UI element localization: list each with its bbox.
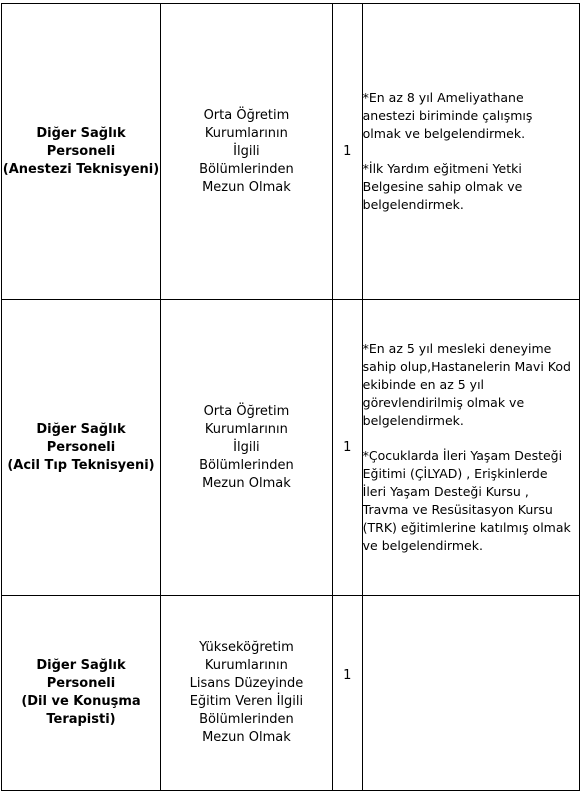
- table-row: [2, 300, 580, 596]
- education-line: Bölümlerinden: [199, 457, 294, 473]
- education-cell: [160, 596, 332, 791]
- table-row: [2, 596, 580, 791]
- position-line: (Acil Tıp Teknisyeni): [7, 457, 155, 473]
- count-cell: [332, 4, 362, 300]
- condition-text: *Çocuklarda İleri Yaşam Desteği Eğitimi (ÇİLYAD) , Erişkinlerde İleri Yaşam Desteği Kursu , Travma ve Resüsitasyon Kursu (TRK) eğitimlerine katılmış olmak ve belgelendirmek.: [362, 448, 571, 553]
- education-line: Yükseköğretim: [199, 640, 294, 655]
- position-line: (Dil ve Konuşma: [21, 694, 141, 709]
- position-cell: [2, 300, 161, 596]
- education-line: İlgili: [233, 439, 260, 455]
- education-line: Orta Öğretim: [203, 107, 290, 123]
- education-line: Orta Öğretim: [203, 403, 290, 419]
- requirements-table: [1, 3, 580, 791]
- condition-text: *İlk Yardım eğitmeni Yetki Belgesine sahip olmak ve belgelendirmek.: [362, 161, 523, 212]
- education-cell: [160, 4, 332, 300]
- education-line: Lisans Düzeyinde: [189, 676, 304, 691]
- position-cell: [2, 596, 161, 791]
- education-line: Eğitim Veren İlgili: [189, 694, 304, 709]
- education-cell: [160, 300, 332, 596]
- education-line: Mezun Olmak: [202, 730, 291, 745]
- education-line: Kurumlarının: [204, 125, 288, 141]
- count-value: 1: [343, 144, 352, 159]
- conditions-cell: [362, 300, 579, 596]
- conditions-cell: [362, 4, 579, 300]
- position-line: Diğer Sağlık: [36, 125, 126, 141]
- position-line: Terapisti): [46, 712, 116, 727]
- education-line: Mezun Olmak: [202, 179, 291, 195]
- education-line: İlgili: [233, 143, 260, 159]
- table-row: [2, 4, 580, 300]
- position-line: Diğer Sağlık: [36, 421, 126, 437]
- position-line: (Anestezi Teknisyeni): [2, 161, 160, 177]
- count-value: 1: [343, 440, 352, 455]
- position-line: Personeli: [46, 439, 116, 455]
- position-line: Personeli: [46, 676, 116, 691]
- position-line: Personeli: [46, 143, 116, 159]
- condition-text: *En az 8 yıl Ameliyathane anestezi biriminde çalışmış olmak ve belgelendirmek.: [362, 90, 533, 141]
- count-cell: [332, 596, 362, 791]
- position-line: Diğer Sağlık: [36, 658, 126, 673]
- count-cell: [332, 300, 362, 596]
- conditions-cell: [362, 596, 579, 791]
- count-value: 1: [343, 668, 352, 683]
- condition-text: *En az 5 yıl mesleki deneyime sahip olup,Hastanelerin Mavi Kod ekibinde en az 5 yıl görevlendirilmiş olmak ve belgelendirmek.: [362, 341, 571, 428]
- education-line: Kurumlarının: [204, 421, 288, 437]
- education-line: Kurumlarının: [204, 658, 288, 673]
- education-line: Bölümlerinden: [199, 712, 294, 727]
- position-cell: [2, 4, 161, 300]
- education-line: Bölümlerinden: [199, 161, 294, 177]
- education-line: Mezun Olmak: [202, 475, 291, 491]
